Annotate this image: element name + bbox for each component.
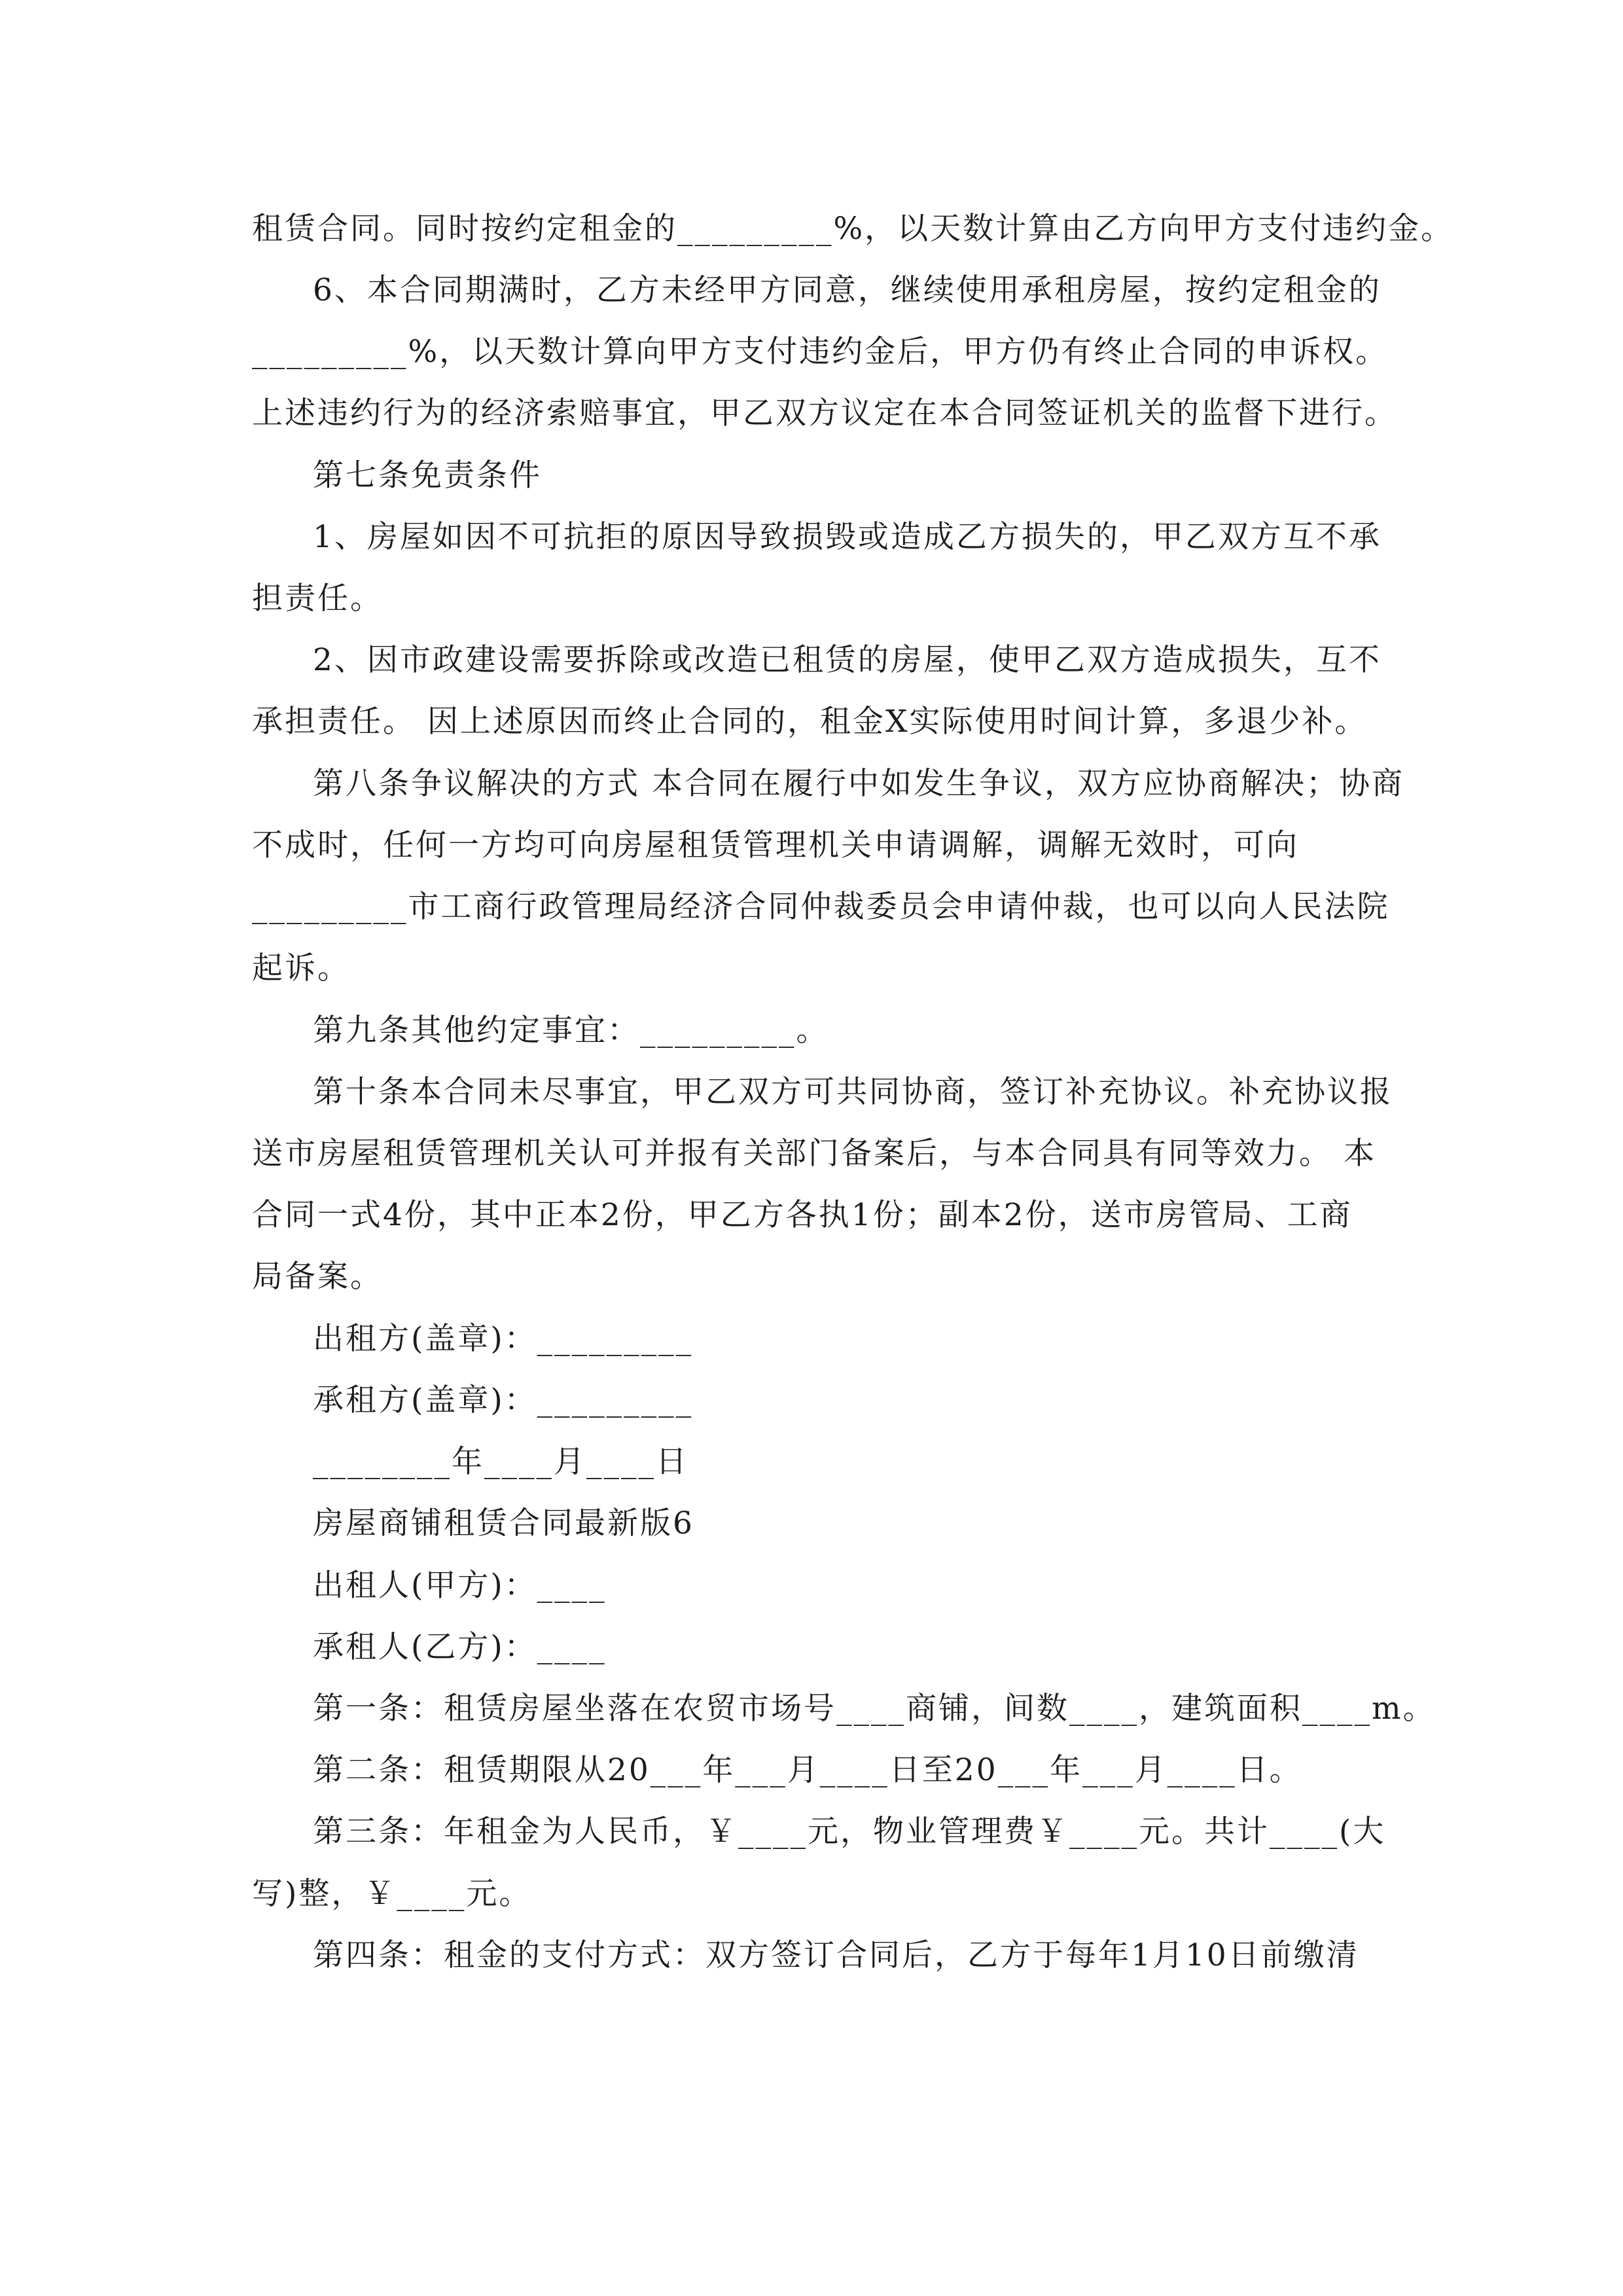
date-line: ________年____月____日	[313, 1444, 688, 1480]
text-line: 不成时，任何一方均可向房屋租赁管理机关申请调解，调解无效时，可向	[252, 827, 1299, 863]
text-line: _________市工商行政管理局经济合同仲裁委员会申请仲裁，也可以向人民法院	[252, 889, 1390, 925]
text-line: 局备案。	[252, 1259, 383, 1295]
signature-line-lessor: 出租方(盖章)：_________	[313, 1321, 694, 1357]
text-line: 担责任。	[252, 581, 383, 617]
text-line: _________%，以天数计算向甲方支付违约金后，甲方仍有终止合同的申诉权。	[252, 334, 1389, 370]
text-line: 6、本合同期满时，乙方未经甲方同意，继续使用承租房屋，按约定租金的	[313, 272, 1382, 308]
text-line: 第三条：年租金为人民币，￥____元，物业管理费￥____元。共计____(大	[313, 1814, 1386, 1850]
text-line: 第一条：租赁房屋坐落在农贸市场号____商铺，间数____，建筑面积____m。	[313, 1691, 1436, 1727]
text-line: 承租人(乙方)：____	[313, 1629, 607, 1665]
text-line: 第二条：租赁期限从20___年___月____日至20___年___月____日。	[313, 1752, 1302, 1788]
text-line: 起诉。	[252, 950, 350, 986]
text-line: 出租人(甲方)：____	[313, 1568, 607, 1604]
text-line: 送市房屋租赁管理机关认可并报有关部门备案后，与本合同具有同等效力。 本	[252, 1136, 1376, 1172]
text-line: 上述违约行为的经济索赔事宜，甲乙双方议定在本合同签证机关的监督下进行。	[252, 395, 1397, 431]
text-line: 第四条：租金的支付方式：双方签订合同后，乙方于每年1月10日前缴清	[313, 1937, 1359, 1973]
text-line: 2、因市政建设需要拆除或改造已租赁的房屋，使甲乙双方造成损失，互不	[313, 642, 1382, 678]
text-line: 租赁合同。同时按约定租金的_________%，以天数计算由乙方向甲方支付违约金。	[252, 211, 1454, 247]
text-line: 1、房屋如因不可抗拒的原因导致损毁或造成乙方损失的，甲乙双方互不承	[313, 519, 1382, 555]
text-line: 承担责任。 因上述原因而终止合同的，租金X实际使用时间计算，多退少补。	[252, 704, 1368, 740]
text-line: 写)整，￥____元。	[252, 1876, 532, 1912]
text-line: 第八条争议解决的方式 本合同在履行中如发生争议，双方应协商解决；协商	[313, 766, 1404, 802]
text-line: 合同一式4份，其中正本2份，甲乙方各执1份；副本2份，送市房管局、工商	[252, 1197, 1353, 1233]
document-title: 房屋商铺租赁合同最新版6	[313, 1505, 694, 1541]
signature-line-lessee: 承租方(盖章)：_________	[313, 1382, 694, 1418]
text-line: 第九条其他约定事宜：_________。	[313, 1013, 829, 1049]
text-line: 第十条本合同未尽事宜，甲乙双方可共同协商，签订补充协议。补充协议报	[313, 1074, 1393, 1110]
section-heading: 第七条免责条件	[313, 457, 542, 493]
